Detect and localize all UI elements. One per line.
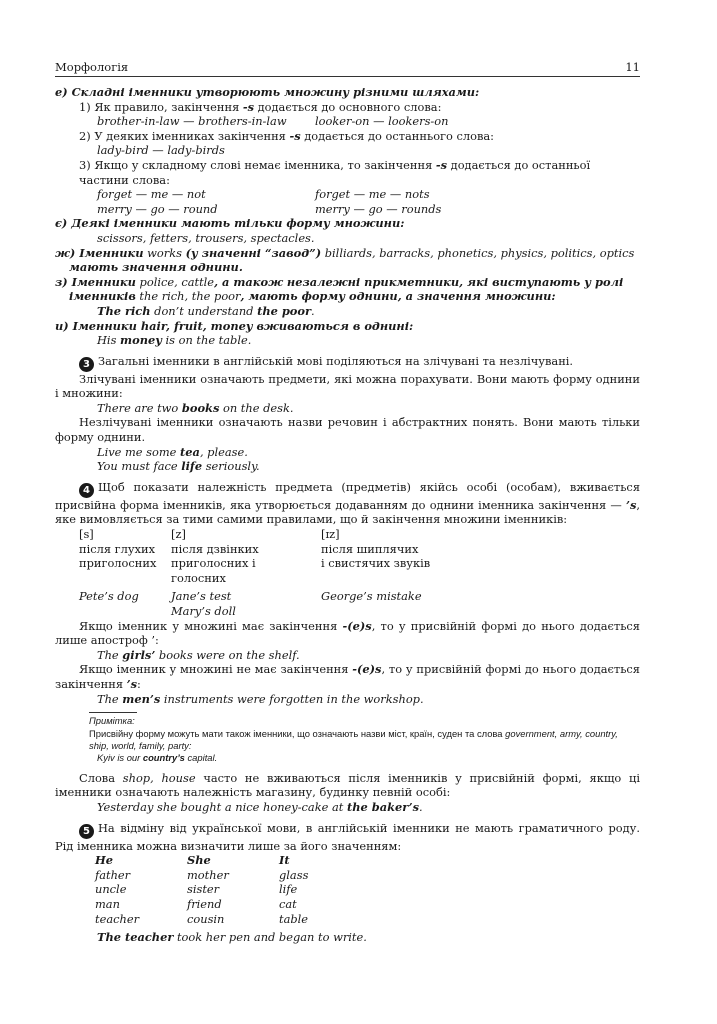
section-5-example: The teacher took her pen and began to write.: [97, 930, 367, 945]
rule-z-example: The rich don’t understand the poor.: [97, 303, 315, 318]
page-number: 11: [625, 60, 640, 74]
section-3-example-3: You must face life seriously.: [97, 459, 260, 474]
rule-e-3: 3) Якщо у складному слові немає іменника, то закінчення -s додається до останньої частини слова:: [79, 157, 591, 187]
section-3-uncountable: Незлічувані іменники означають назви речовин і абстрактних понять. Вони мають тільки форму однини.: [55, 415, 640, 445]
section-4-plural-s: Якщо іменник у множині має закінчення -(e)s, то у присвійній формі до нього додається лише апостроф ’:: [55, 618, 640, 648]
table-row: Mary’s doll: [171, 604, 236, 618]
note-divider: [89, 712, 137, 713]
shop-house-paragraph: Слова shop, house часто не вживаються після іменників у присвійній формі, якщо ці іменники означають належність магазину, будинку певній особі:: [55, 770, 640, 800]
section-number-badge: 3: [79, 357, 94, 372]
section-3-example-1: There are two books on the desk.: [97, 400, 294, 415]
section-3-intro: 3 Загальні іменники в англійській мові поділяються на злічувані та незлічувані.: [55, 354, 640, 372]
section-number-badge: 5: [79, 824, 94, 839]
rule-e-2: 2) У деяких іменниках закінчення -s додається до останнього слова:: [79, 128, 495, 143]
section-3-countable: Злічувані іменники означають предмети, які можна порахувати. Вони мають форму однини і множини:: [55, 371, 640, 401]
shop-house-example: Yesterday she bought a nice honey-cake at the baker’s.: [97, 799, 423, 814]
table-header-row: He She It: [95, 853, 290, 868]
gender-table: [95, 853, 371, 926]
table-row: man friend cat: [95, 896, 297, 911]
rule-y-title: и) Іменники hair, fruit, money вживаються в однині:: [55, 318, 414, 333]
section-5-intro: 5 На відміну від української мови, в англійській іменники не мають граматичного роду. Рід іменника можна визначити лише за його значенням:: [55, 820, 640, 853]
table-row: uncle sister life: [95, 882, 298, 897]
rule-e-2-example: lady-bird — lady-birds: [97, 143, 225, 158]
rule-ie-example: scissors, fetters, trousers, spectacles.: [97, 230, 315, 245]
section-number-badge: 4: [79, 483, 94, 498]
note-block: [89, 712, 640, 765]
page: [55, 60, 640, 945]
table-row: father mother glass: [95, 867, 309, 882]
running-header: [55, 60, 640, 77]
rule-e-1: 1) Як правило, закінчення -s додається до основного слова:: [79, 99, 442, 114]
table-row: teacher cousin table: [95, 911, 309, 926]
note-example: Kyiv is our country’s capital.: [97, 752, 218, 764]
section-4-example-2: The men’s instruments were forgotten in the workshop.: [97, 691, 424, 706]
note-title: Примітка:: [89, 715, 135, 727]
rule-z: з) Іменники police, cattle, а також незалежні прикметники, які виступають у ролі іменників the rich, the poor, мають форму однини, а значення множини:: [55, 274, 624, 304]
rule-ie-title: є) Деякі іменники мають тільки форму множини:: [55, 216, 405, 231]
table-row: після глухих після дзвінких після шиплячих: [79, 541, 419, 556]
rule-e-3-example-a: forget — me — not forget — me — nots: [97, 187, 430, 202]
table-row: Pete’s dog Jane’s test George’s mistake: [79, 589, 422, 604]
rule-e-title: е) Складні іменники утворюють множину різними шляхами:: [55, 85, 480, 99]
rule-zh: ж) Іменники works (у значенні “завод”) billiards, barracks, phonetics, physics, politics, optics мають значення однини.: [55, 245, 635, 275]
note-text: Присвійну форму можуть мати також іменники, що означають назви міст, країн, суден та слова government, army, country, ship, world, family, party:: [89, 727, 618, 751]
possessive-table: [79, 527, 438, 619]
section-title: Морфологія: [55, 60, 129, 74]
table-row: [s] [z] [ɪz]: [79, 527, 340, 542]
rule-e-1-example: brother-in-law — brothers-in-law looker-on — lookers-on: [97, 114, 449, 129]
section-4-intro: 4 Щоб показати належність предмета (предметів) якійсь особі (особам), вживається присвійна форма іменників, яка утворюється додаванням до однини іменника закінчення — ’s, яке вимовляється за тими самими правилами, що й закінчення множини іменників:: [55, 479, 640, 527]
section-3-example-2: Live me some tea, please.: [97, 444, 248, 459]
section-4-plural-no-s: Якщо іменник у множині не має закінчення -(e)s, то у присвійній формі до нього додається закінчення ’s:: [55, 662, 640, 691]
rule-y-example: His money is on the table.: [97, 333, 252, 348]
table-row: приголосних приголосних і голосних і свистячих звуків: [79, 556, 431, 585]
section-4-example-1: The girls’ books were on the shelf.: [97, 647, 300, 662]
rule-e-3-example-b: merry — go — round merry — go — rounds: [97, 201, 442, 216]
